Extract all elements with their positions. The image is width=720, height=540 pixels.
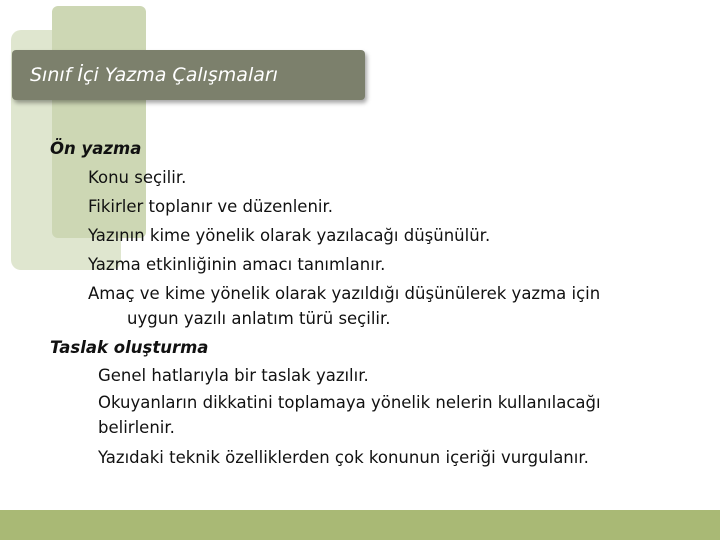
- list-item-continuation: belirlenir.: [98, 418, 175, 437]
- section-heading-on-yazma: Ön yazma: [50, 139, 142, 158]
- list-item: Yazının kime yönelik olarak yazılacağı düşünülür.: [88, 226, 491, 245]
- slide-title: Sınıf İçi Yazma Çalışmaları: [30, 64, 278, 86]
- list-item: Okuyanların dikkatini toplamaya yönelik nelerin kullanılacağı: [98, 393, 601, 412]
- list-item-continuation: uygun yazılı anlatım türü seçilir.: [127, 309, 391, 328]
- section-heading-taslak-olusturma: Taslak oluşturma: [50, 338, 209, 357]
- list-item: Konu seçilir.: [88, 168, 187, 187]
- bottom-band: [0, 510, 720, 540]
- list-item: Amaç ve kime yönelik olarak yazıldığı düşünülerek yazma için: [88, 284, 601, 303]
- list-item: Yazma etkinliğinin amacı tanımlanır.: [88, 255, 386, 274]
- list-item: Fikirler toplanır ve düzenlenir.: [88, 197, 334, 216]
- list-item: Yazıdaki teknik özelliklerden çok konunun içeriği vurgulanır.: [98, 448, 589, 467]
- list-item: Genel hatlarıyla bir taslak yazılır.: [98, 366, 369, 385]
